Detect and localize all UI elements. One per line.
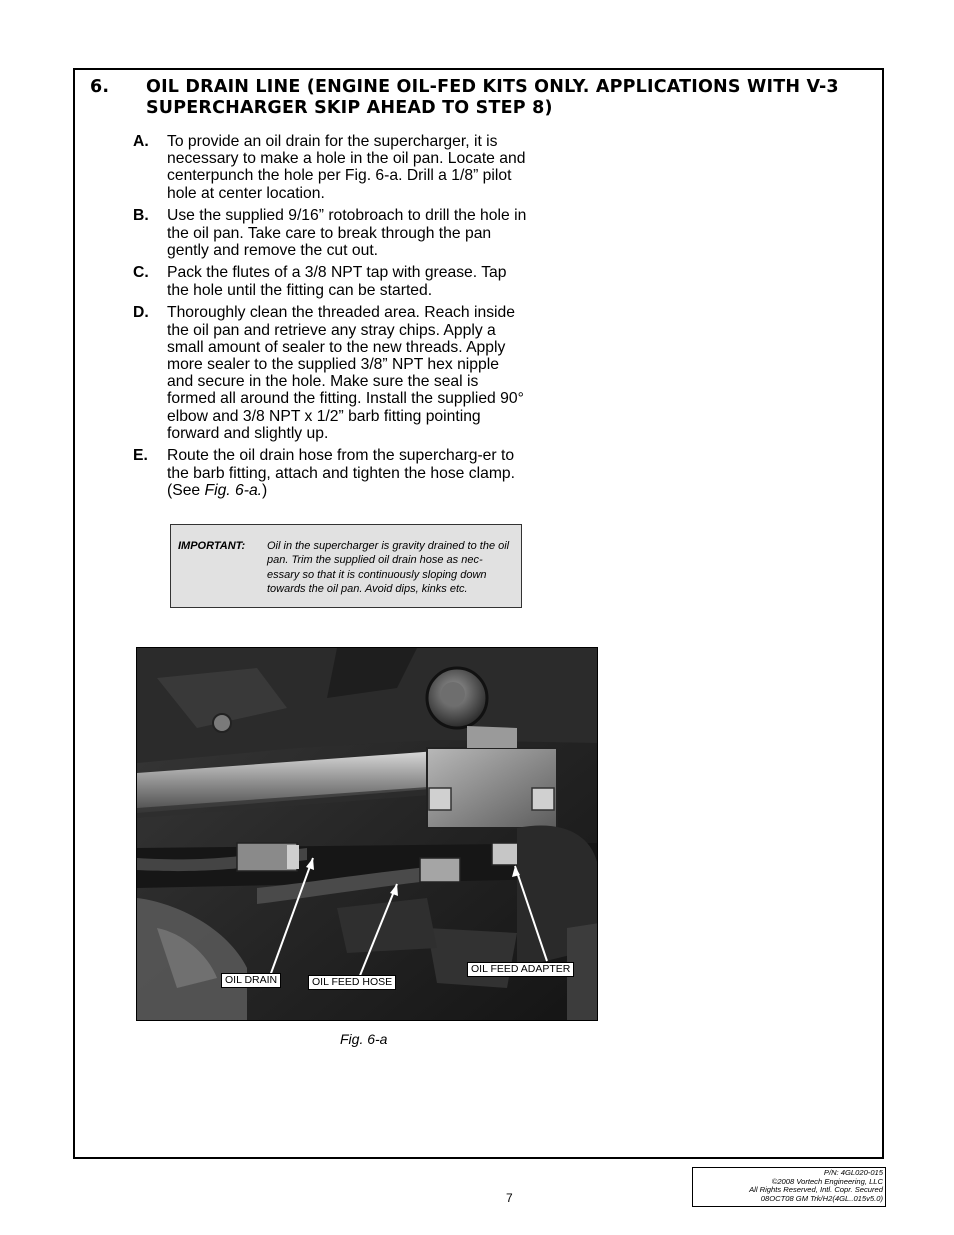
page-number: 7 [506, 1191, 513, 1205]
important-text: Oil in the supercharger is gravity drained to the oil pan. Trim the supplied oil drain hose as nec-essary so that it is continuously sloping down towards the oil pan. Avoid dips, kinks etc. [267, 540, 510, 595]
item-text-start: Route the oil drain hose from the supercharg-er to the barb fitting, attach and tighten the hose clamp. (See [167, 447, 515, 499]
item-letter: A. [133, 133, 149, 150]
item-text: Thoroughly clean the threaded area. Reach inside the oil pan and retrieve any stray chips. Apply a small amount of sealer to the new threads. Apply more sealer to the supplied 3/8” NPT hex nipple and secure in the hole. Make sure the seal is formed all around the fitting. Install the supplied 90° elbow and 3/8 NPT x 1/2” barb fitting pointing forward and slightly up. [167, 304, 524, 442]
list-item [133, 304, 533, 442]
important-label: IMPORTANT: [178, 540, 246, 552]
step-title: OIL DRAIN LINE (ENGINE OIL-FED KITS ONLY. APPLICATIONS WITH V-3 SUPERCHARGER SKIP AHEAD TO STEP 8) [146, 77, 839, 118]
figure-caption: Fig. 6-a [340, 1031, 388, 1047]
item-letter: B. [133, 207, 149, 225]
callout-oil-feed-hose: OIL FEED HOSE [308, 975, 396, 990]
part-number-line: P/N: 4GL020-015 [823, 1168, 883, 1177]
item-text: Use the supplied 9/16” rotobroach to drill the hole in the oil pan. Take care to break through the pan gently and remove the cut out. [167, 207, 527, 259]
instruction-list [133, 133, 533, 505]
item-text-end: ) [262, 481, 268, 499]
part-info-box [692, 1167, 886, 1207]
item-letter: C. [133, 264, 149, 282]
engine-photo [136, 647, 598, 1021]
important-note [170, 524, 522, 608]
list-item [133, 447, 533, 499]
item-letter: E. [133, 447, 148, 465]
step-number: 6. [90, 77, 110, 97]
callout-oil-feed-adapter: OIL FEED ADAPTER [467, 962, 574, 977]
rights-line: All Rights Reserved, Intl. Copr. Secured [749, 1185, 883, 1195]
item-text [167, 447, 527, 499]
revision-line: 08OCT08 GM Trk/H2(4GL..015v5.0) [760, 1193, 883, 1203]
list-item [133, 264, 533, 298]
list-item [133, 133, 533, 202]
item-letter: D. [133, 304, 149, 322]
figure-reference: Fig. 6-a. [204, 481, 263, 499]
list-item [133, 207, 533, 259]
item-text: Pack the flutes of a 3/8 NPT tap with grease. Tap the hole until the fitting can be started. [167, 264, 507, 299]
callout-oil-drain: OIL DRAIN [221, 973, 281, 988]
copyright-line: ©2008 Vortech Engineering, LLC [771, 1176, 883, 1186]
item-text: To provide an oil drain for the supercharger, it is necessary to make a hole in the oil pan. Locate and centerpunch the hole per Fig. 6-a. Drill a 1/8” pilot hole at center location. [167, 133, 526, 202]
